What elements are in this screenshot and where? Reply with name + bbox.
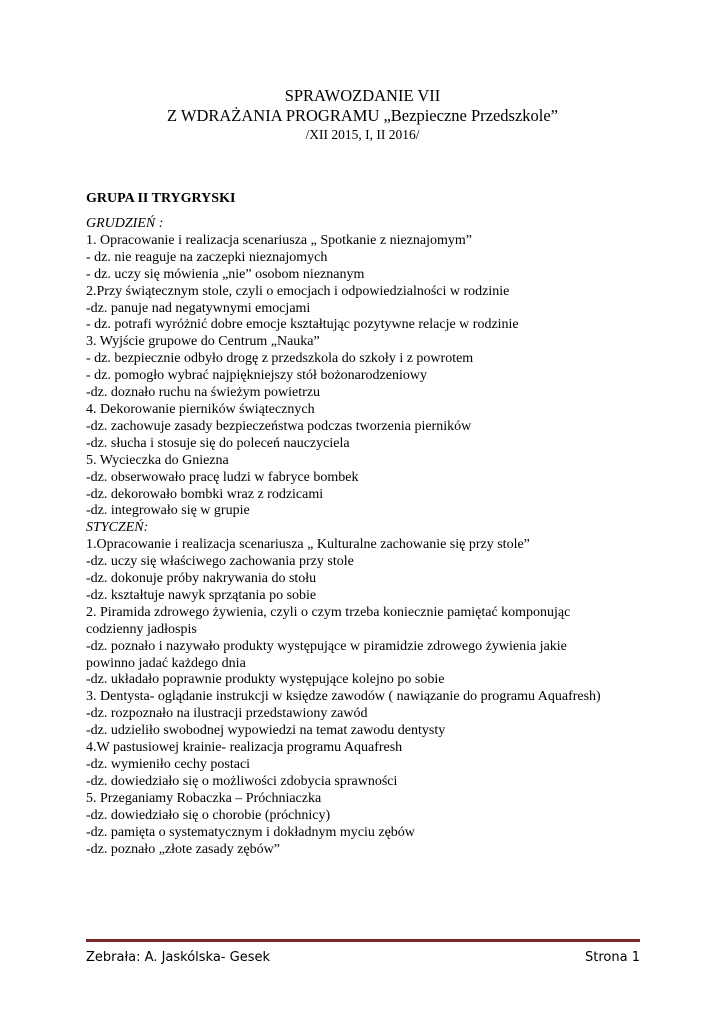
body-line: codzienny jadłospis [86,621,197,637]
report-period: /XII 2015, I, II 2016/ [305,127,420,142]
body-line: -dz. zachowuje zasady bezpieczeństwa podczas tworzenia pierników [86,418,472,434]
body-line: -dz. dowiedziało się o chorobie (próchnicy) [86,807,331,823]
body-line: -dz. uczy się właściwego zachowania przy stole [86,554,354,570]
body-line: -dz. pamięta o systematycznym i dokładnym myciu zębów [86,824,415,840]
body-line: -dz. panuje nad negatywnymi emocjami [86,300,311,316]
body-line: - dz. bezpiecznie odbyło drogę z przedszkola do szkoły i z powrotem [86,351,474,367]
body-line: - dz. uczy się mówienia „nie” osobom nieznanym [86,266,365,282]
body-line: -dz. dokonuje próby nakrywania do stołu [86,571,317,587]
body-line: -dz. słucha i stosuje się do poleceń nauczyciela [86,435,350,451]
body-line: -dz. układało poprawnie produkty występujące kolejno po sobie [86,672,445,688]
body-line: 2.Przy świątecznym stole, czyli o emocjach i odpowiedzialności w rodzinie [86,283,510,299]
body-line: -dz. integrowało się w grupie [86,503,250,519]
page-footer [86,949,640,966]
body-line: 4. Dekorowanie pierników świątecznych [86,401,315,417]
body-line: 3. Wyjście grupowe do Centrum „Nauka” [86,334,320,350]
month-heading: STYCZEŃ: [86,520,149,536]
body-line: -dz. poznało „złote zasady zębów” [86,841,280,857]
month-heading: GRUDZIEŃ : [86,216,164,231]
body-line: -dz. doznało ruchu na świeżym powietrzu [86,385,321,401]
body-line: -dz. kształtuje nawyk sprzątania po sobie [86,587,317,603]
body-line: powinno jadać każdego dnia [86,655,246,671]
body-line: -dz. udzieliło swobodnej wypowiedzi na temat zawodu dentysty [86,723,446,739]
report-title: SPRAWOZDANIE VII [284,86,441,105]
body-line: -dz. dowiedziało się o możliwości zdobycia sprawności [86,773,398,789]
footer-rule [86,939,640,942]
body-line: 5. Przeganiamy Robaczka – Próchniaczka [86,790,322,806]
body-line: -dz. dekorowało bombki wraz z rodzicami [86,486,324,502]
body-line: 5. Wycieczka do Gniezna [86,452,229,468]
body-line: -dz. rozpoznało na ilustracji przedstawiony zawód [86,706,368,722]
report-body [86,216,646,858]
footer-author: Zebrała: A. Jaskólska- Gesek [86,950,271,965]
body-line: 1.Opracowanie i realizacja scenariusza „ Kulturalne zachowanie się przy stole” [86,537,530,553]
body-line: -dz. obserwowało pracę ludzi w fabryce bombek [86,469,359,485]
body-line: - dz. potrafi wyróżnić dobre emocje kształtując pozytywne relacje w rodzinie [86,317,519,333]
body-line: 2. Piramida zdrowego żywienia, czyli o czym trzeba koniecznie pamiętać komponując [86,604,571,620]
body-line: 1. Opracowanie i realizacja scenariusza „ Spotkanie z nieznajomym” [86,232,472,248]
footer-page-number: Strona 1 [585,950,640,965]
document-header [0,86,725,143]
body-line: -dz. wymieniło cechy postaci [86,757,251,772]
report-subtitle: Z WDRAŻANIA PROGRAMU „Bezpieczne Przedszkole” [166,106,559,125]
group-title: GRUPA II TRYGRYSKI [86,191,236,206]
body-line: - dz. nie reaguje na zaczepki nieznajomych [86,249,328,265]
body-line: 3. Dentysta- oglądanie instrukcji w księdze zawodów ( nawiązanie do programu Aquafresh) [86,689,601,705]
body-line: -dz. poznało i nazywało produkty występujące w piramidzie zdrowego żywienia jakie [86,638,567,654]
body-line: 4.W pastusiowej krainie- realizacja programu Aquafresh [86,740,403,756]
body-line: - dz. pomogło wybrać najpiękniejszy stół bożonarodzeniowy [86,368,427,384]
